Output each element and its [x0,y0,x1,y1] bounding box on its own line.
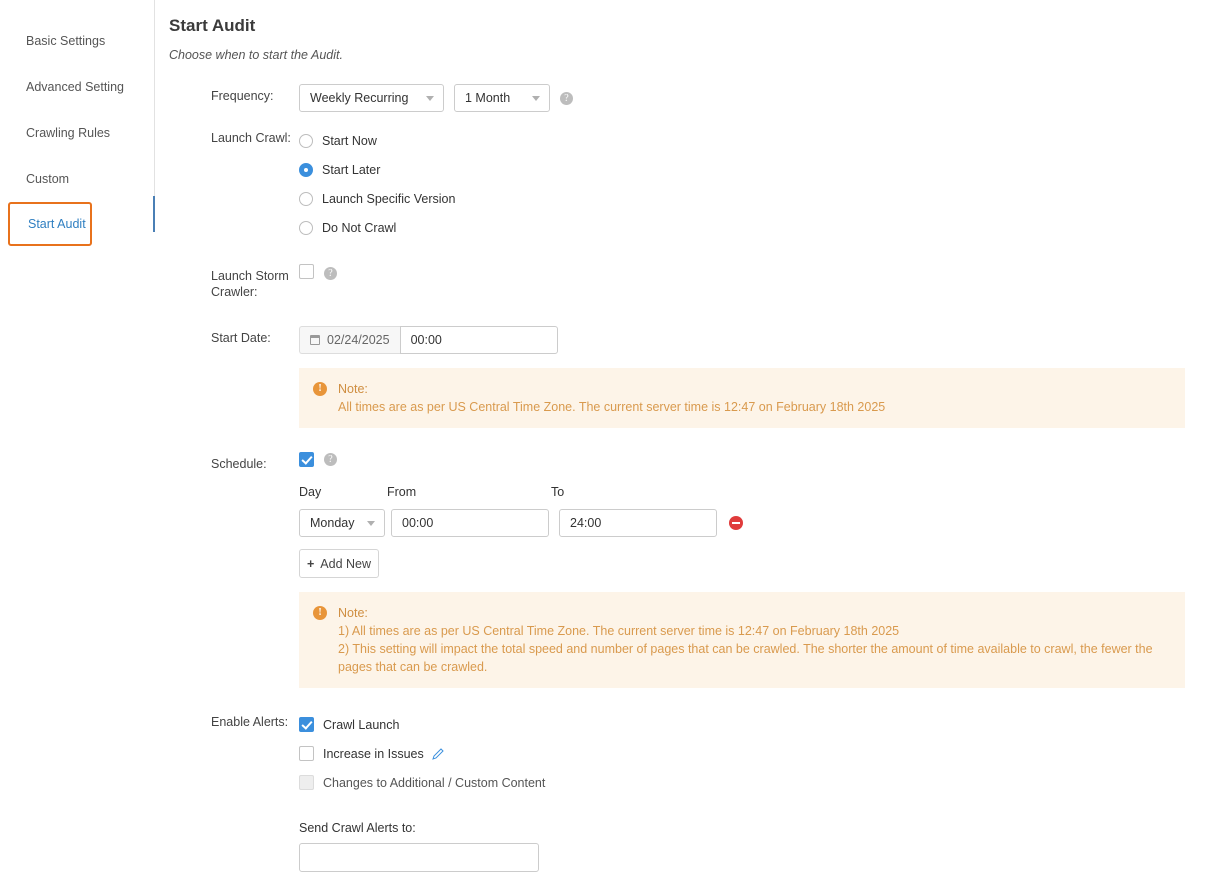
sidebar-item-crawling-rules[interactable] [0,110,155,156]
enable-alerts-row [169,710,1222,872]
launch-crawl-radio-group [299,126,455,242]
schedule-from-input[interactable] [391,509,549,537]
add-new-schedule-button[interactable] [299,549,379,578]
alert-label: Crawl Launch [323,717,400,732]
start-time-input[interactable] [400,326,558,354]
radio-label: Launch Specific Version [322,191,456,206]
chevron-down-icon [426,96,434,101]
sidebar-item-custom[interactable] [0,156,155,202]
radio-label: Start Now [322,133,377,148]
alert-label: Increase in Issues [323,746,424,761]
note-line: All times are as per US Central Time Zone. The current server time is 12:47 on February 18th 2025 [338,400,886,414]
launch-crawl-label: Launch Crawl: [211,131,291,145]
column-header-day: Day [299,485,322,499]
sidebar-item-start-audit[interactable] [8,202,92,246]
column-header-from: From [387,485,417,499]
help-icon[interactable]: ? [560,92,573,105]
note-banner-schedule [299,592,1185,688]
edit-pencil-icon[interactable] [432,748,444,760]
frequency-row [169,84,1222,112]
schedule-row [169,452,1222,688]
storm-crawler-checkbox[interactable] [299,264,314,279]
sidebar-item-label: Basic Settings [26,34,106,48]
send-crawl-alerts-label: Send Crawl Alerts to: [299,821,416,835]
note-title: Note: [338,606,368,620]
changes-content-checkbox[interactable] [299,775,314,790]
alert-option-increase-in-issues[interactable] [299,739,444,768]
chevron-down-icon [367,521,375,526]
start-date-label: Start Date: [211,331,271,345]
send-crawl-alerts-input[interactable] [299,843,539,872]
sidebar-item-label: Crawling Rules [26,126,111,140]
plus-icon: + [306,556,315,571]
audit-form [169,84,1222,872]
start-date-value: 02/24/2025 [327,333,390,347]
alert-label: Changes to Additional / Custom Content [323,775,546,790]
schedule-table-row [299,509,743,537]
frequency-select-value: Weekly Recurring [310,91,409,105]
radio-option-do-not-crawl[interactable] [299,213,455,242]
radio-icon[interactable] [299,192,313,206]
radio-option-start-later[interactable] [299,155,455,184]
sidebar-item-advanced-setting[interactable] [0,64,155,110]
crawl-launch-checkbox[interactable] [299,717,314,732]
frequency-select[interactable] [299,84,444,112]
column-header-to: To [551,485,565,499]
note-1-row [169,354,1222,428]
radio-icon[interactable] [299,134,313,148]
note-title: Note: [338,382,368,396]
warning-icon: ! [313,382,327,396]
alert-option-crawl-launch[interactable] [299,710,399,739]
radio-label: Do Not Crawl [322,220,397,235]
sidebar [0,0,155,887]
warning-icon: ! [313,606,327,620]
schedule-day-select[interactable] [299,509,385,537]
start-date-picker[interactable] [299,326,400,354]
radio-label: Start Later [322,162,381,177]
frequency-period-value: 1 Month [465,91,511,105]
schedule-checkbox[interactable] [299,452,314,467]
enable-alerts-label: Enable Alerts: [211,715,289,729]
help-icon[interactable]: ? [324,267,337,280]
sidebar-item-label: Advanced Setting [26,80,124,94]
schedule-table-header [299,485,711,499]
storm-crawler-label: Launch Storm Crawler: [211,269,289,299]
note-line: 1) All times are as per US Central Time Zone. The current server time is 12:47 on February 18th 2025 [338,624,900,638]
alert-option-changes-additional-custom-content[interactable] [299,768,545,797]
schedule-to-input[interactable] [559,509,717,537]
frequency-label: Frequency: [211,89,274,103]
start-date-row [169,326,1222,354]
sidebar-item-label: Custom [26,172,70,186]
storm-crawler-row [169,264,1222,300]
add-new-label: Add New [320,556,372,571]
note-banner-timezone [299,368,1185,428]
sidebar-item-label: Start Audit [28,217,86,231]
page-title: Start Audit [169,16,256,35]
frequency-period-select[interactable] [454,84,550,112]
increase-in-issues-checkbox[interactable] [299,746,314,761]
radio-option-start-now[interactable] [299,126,455,155]
launch-crawl-row [169,126,1222,242]
page-subtitle: Choose when to start the Audit. [169,48,343,62]
radio-icon[interactable] [299,221,313,235]
schedule-day-value: Monday [310,516,355,530]
remove-schedule-row-icon[interactable] [729,516,743,530]
help-icon[interactable]: ? [324,453,337,466]
calendar-icon [310,335,320,345]
note-line: 2) This setting will impact the total speed and number of pages that can be crawled. The shorter the amount of time available to crawl, the fewer the pages that can be crawled. [338,642,1153,674]
schedule-label: Schedule: [211,457,267,471]
chevron-down-icon [532,96,540,101]
sidebar-item-basic-settings[interactable] [0,18,155,64]
main-panel [155,0,1222,887]
radio-icon-selected[interactable] [299,163,313,177]
radio-option-launch-specific-version[interactable] [299,184,455,213]
